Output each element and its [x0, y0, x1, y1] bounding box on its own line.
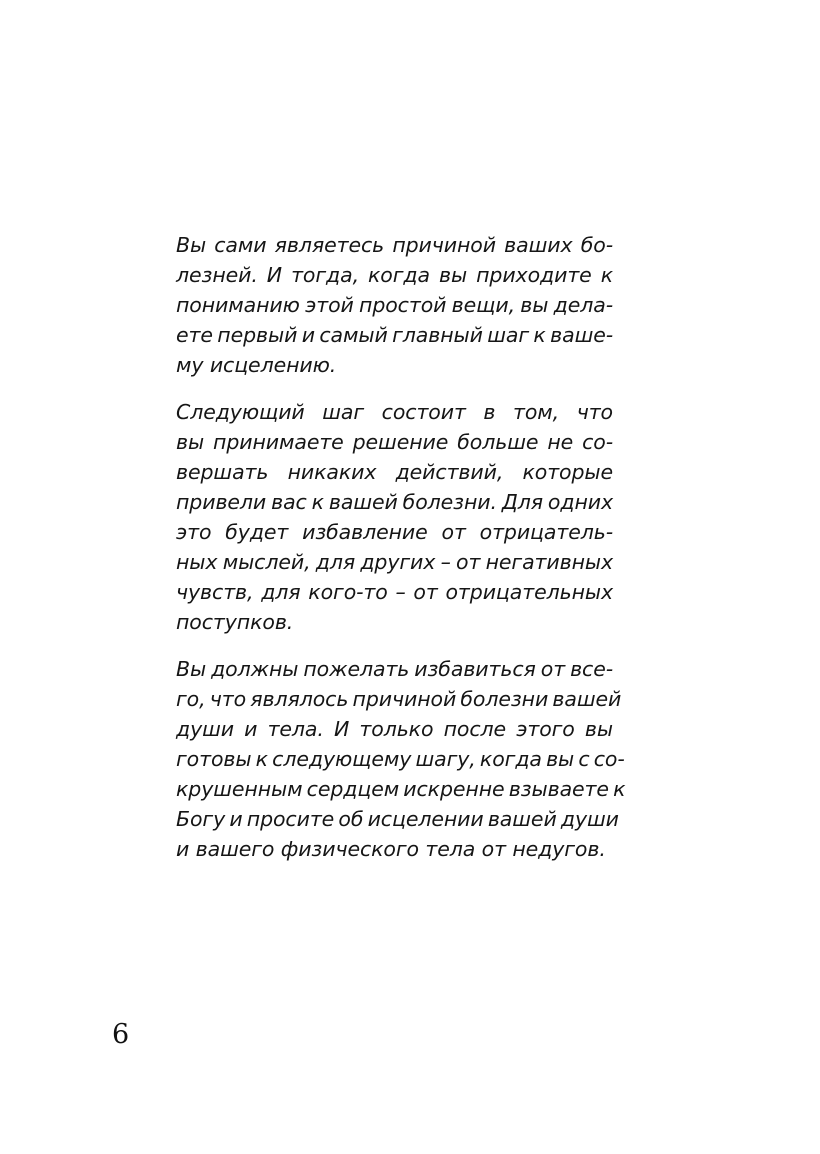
body-text-column	[176, 230, 626, 864]
text-line: крушенным сердцем искренне взываете к	[176, 777, 626, 801]
text-line: ных мыслей, для других – от негативных	[176, 550, 613, 574]
text-line: души и тела. И только после этого вы	[176, 717, 613, 741]
text-line: поступков.	[176, 610, 294, 634]
text-line: готовы к следующему шагу, когда вы с со-	[176, 747, 625, 771]
page-number: 6	[112, 1019, 130, 1050]
text-line: пониманию этой простой вещи, вы дела-	[176, 293, 613, 317]
text-line: вершать никаких действий, которые	[176, 460, 613, 484]
text-line: чувств, для кого-то – от отрицательных	[176, 580, 613, 604]
text-line: Вы должны пожелать избавиться от все-	[176, 657, 614, 681]
text-line: Богу и просите об исцелении вашей души	[176, 807, 619, 831]
text-line: вы принимаете решение больше не со-	[176, 430, 613, 454]
text-line: привели вас к вашей болезни. Для одних	[176, 490, 613, 514]
text-line: Вы сами являетесь причиной ваших бо-	[176, 233, 613, 257]
text-line: это будет избавление от отрицатель-	[176, 520, 613, 544]
text-line: лезней. И тогда, когда вы приходите к	[176, 263, 613, 287]
text-line: и вашего физического тела от недугов.	[176, 837, 606, 861]
paragraph-1	[176, 230, 613, 380]
text-line: го, что являлось причиной болезни вашей	[176, 687, 622, 711]
paragraph-2	[176, 397, 613, 637]
text-line: Следующий шаг состоит в том, что	[176, 400, 613, 424]
text-line: ете первый и самый главный шаг к ваше-	[176, 323, 614, 347]
text-line: му исцелению.	[176, 353, 337, 377]
paragraph-3	[176, 654, 626, 864]
